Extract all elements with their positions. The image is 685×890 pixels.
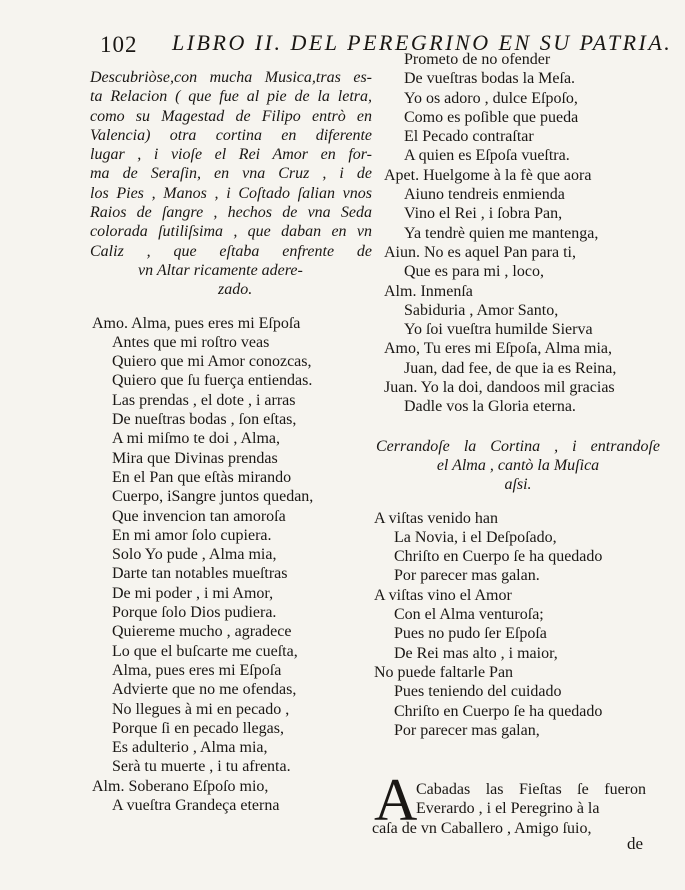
verse-line: Juan. Yo la doi, dandoos mil gracias [384, 379, 615, 397]
stage-direction-line: aſsi. [504, 476, 532, 494]
verse-line: Porque ſolo Dios pudiera. [112, 604, 277, 622]
verse-line: Es adulterio , Alma mia, [112, 739, 268, 757]
stage-direction-line: el Alma , cantò la Muſica [436, 456, 600, 474]
verse-line: Prometo de no ofender [404, 51, 551, 68]
verse-line: Alm. Soberano Eſpoſo mio, [92, 777, 269, 795]
verse-block [384, 50, 660, 417]
song-line: Chriſto en Cuerpo ſe ha quedado [394, 702, 603, 720]
page-number: 102 [100, 32, 138, 57]
stage-direction-line: Raios de ſangre , hechos de vna Seda [90, 204, 372, 222]
song-line: Por parecer mas galan, [394, 721, 540, 739]
verse-line: Como es poſible que pueda [404, 108, 579, 126]
verse-line: Las prendas , el dote , i arras [112, 391, 296, 409]
stage-direction-line: Valencia) otra cortina en diferente [90, 126, 372, 144]
verse-line: Mira que Divinas prendas [112, 449, 278, 467]
verse-line: De vueſtras bodas la Meſa. [404, 70, 576, 88]
song-line: Chriſto en Cuerpo ſe ha quedado [394, 548, 603, 566]
verse-line: Apet. Huelgome à la fè que aora [384, 166, 592, 184]
verse-line: En mi amor ſolo cupiera. [112, 526, 272, 544]
verse-line: No llegues à mi en pecado , [112, 700, 290, 718]
stage-direction-line: como su Magestad de Filipo entrò en [90, 107, 372, 125]
verse-line: Lo que el buſcarte me cueſta, [112, 642, 298, 660]
stage-direction-line: zado. [218, 281, 253, 299]
verse-line: A quien es Eſpoſa vueſtra. [404, 147, 570, 165]
stage-direction-line: Descubriòse,con mucha Musica,tras es- [90, 69, 372, 86]
verse-line: Darte tan notables mueſtras [112, 565, 288, 583]
song-line: A viſtas vino el Amor [374, 586, 512, 604]
verse-line: A mi miſmo te doi , Alma, [112, 430, 280, 448]
verse-line: Yo ſoi vueſtra humilde Sierva [404, 321, 593, 339]
verse-line: Que invencion tan amoroſa [112, 507, 286, 525]
verse-line: Yo os adoro , dulce Eſpoſo, [404, 89, 578, 107]
right-column [370, 51, 660, 740]
verse-line: Porque ſi en pecado llegas, [112, 719, 284, 737]
stage-direction-line: ta Relacion ( que fue al pie de la letra, [90, 88, 372, 106]
verse-line: Aiun. No es aquel Pan para ti, [384, 243, 576, 261]
song-line: Pues teniendo del cuidado [394, 683, 562, 701]
stage-direction-line: Caliz , que eſtaba enfrente de [90, 242, 372, 260]
song-line: Con el Alma venturoſa; [394, 606, 544, 624]
spacer [370, 495, 660, 509]
verse-line: A vueſtra Grandeça eterna [112, 796, 280, 814]
drop-cap: A [374, 767, 418, 833]
verse-line: Juan, dad fee, de que ia es Reina, [404, 359, 617, 377]
stage-direction-line: Cerrandoſe la Cortina , i entrandoſe [376, 437, 660, 455]
verse-line: Quiereme mucho , agradece [112, 623, 292, 641]
running-title: LIBRO II. DEL PEREGRINO EN SU PATRIA. [172, 30, 673, 55]
verse-line: Aiuno tendreis enmienda [404, 186, 565, 204]
stage-direction-line: lugar , i vioſe el Rei Amor en for- [90, 146, 372, 164]
song-line: De Rei mas alto , i maior, [394, 644, 558, 662]
stage-direction-line: ma de Seraſin, en vna Cruz , i de [90, 165, 372, 183]
prose-block [416, 780, 646, 819]
verse-line: Quiero que mi Amor conozcas, [112, 353, 312, 371]
catchword: de [627, 834, 644, 853]
verse-line: Amo, Tu eres mi Eſpoſa, Alma mia, [384, 340, 612, 358]
spacer [82, 300, 382, 314]
verse-line: Solo Yo pude , Alma mia, [112, 546, 277, 564]
verse-line: Serà tu muerte , i tu afrenta. [112, 758, 291, 776]
left-column [82, 68, 382, 815]
verse-line: Vino el Rei , i ſobra Pan, [404, 205, 563, 223]
verse-line: Advierte que no me ofendas, [112, 681, 297, 699]
song-line: Por parecer mas galan. [394, 567, 540, 585]
verse-line: Sabiduria , Amor Santo, [404, 301, 559, 319]
song-block [374, 509, 660, 741]
song-line: A viſtas venido han [374, 509, 498, 527]
verse-line: Quiero que ſu fuerça entiendas. [112, 372, 313, 390]
stage-direction-line: colorada ſutiliſsima , que daban en vn [90, 223, 372, 241]
stage-direction [376, 437, 660, 495]
verse-line: Alm. Inmenſa [384, 282, 473, 300]
prose-line: Cabadas las Fieſtas ſe fueron [416, 781, 646, 798]
song-line: No puede faltarle Pan [374, 663, 514, 681]
prose-line: Everardo , i el Peregrino à la [416, 800, 600, 818]
prose-line: caſa de vn Caballero , Amigo ſuio, [372, 820, 592, 837]
verse-line: De nueſtras bodas , ſon eſtas, [112, 411, 297, 429]
verse-line: Cuerpo, iSangre juntos quedan, [112, 488, 314, 506]
verse-line: Dadle vos la Gloria eterna. [404, 398, 576, 416]
verse-line: Amo. Alma, pues eres mi Eſpoſa [92, 314, 301, 332]
verse-line: De mi poder , i mi Amor, [112, 584, 274, 602]
verse-line: El Pecado contraſtar [404, 128, 534, 146]
verse-line: Que es para mi , loco, [404, 263, 544, 281]
verse-line: Ya tendrè quien me mantenga, [404, 224, 599, 242]
stage-direction [90, 68, 372, 300]
spacer [370, 417, 660, 437]
stage-direction-line: vn Altar ricamente adere- [138, 261, 303, 279]
verse-line: Antes que mi roſtro veas [112, 333, 270, 351]
song-line: La Novia, i el Deſpoſado, [394, 528, 557, 546]
verse-block [92, 314, 382, 816]
prose-block-continued [372, 819, 648, 838]
stage-direction-line: los Pies , Manos , i Coſtado ſalian vnos [90, 184, 372, 202]
verse-line: Alma, pues eres mi Eſpoſa [112, 661, 282, 679]
song-line: Pues no pudo ſer Eſpoſa [394, 625, 547, 643]
verse-line: En el Pan que eſtàs mirando [112, 468, 292, 486]
